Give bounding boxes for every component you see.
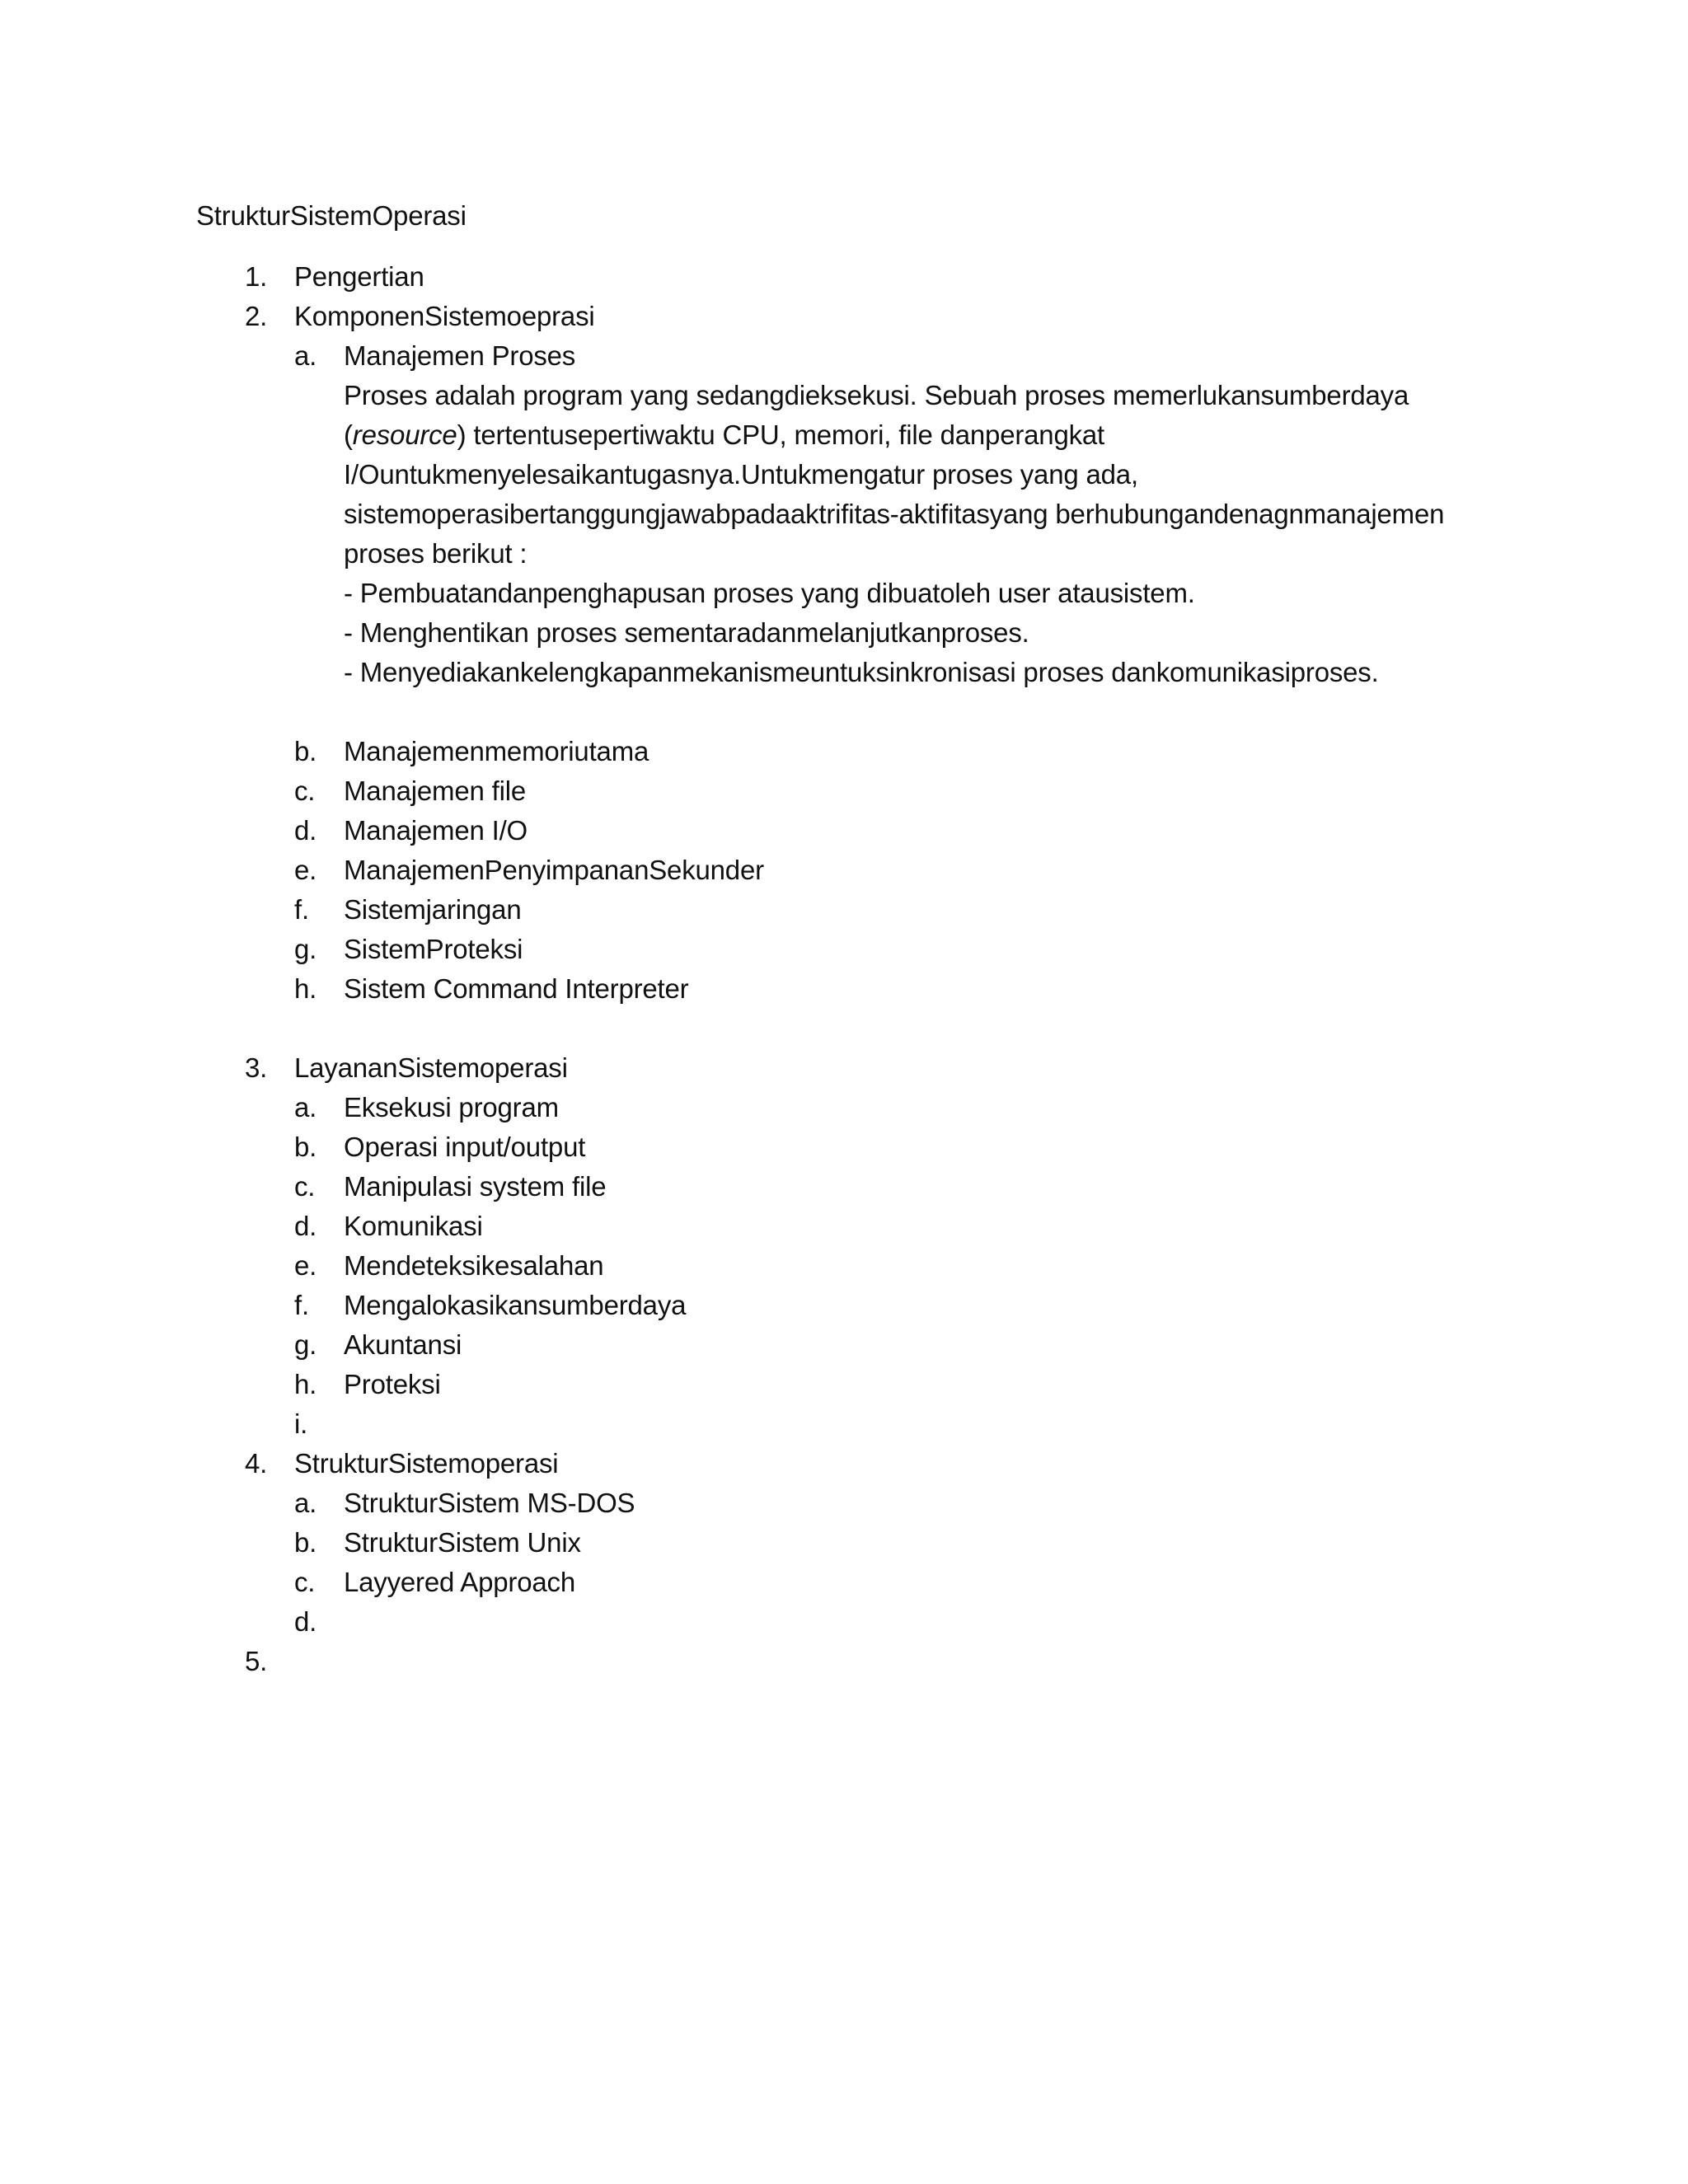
paragraph-text: ( [344, 419, 353, 450]
paragraph-line: I/Ountukmenyelesaikantugasnya.Untukmengatur proses yang ada, [344, 459, 1138, 490]
list-marker: h. [294, 973, 317, 1004]
list-item [294, 1404, 1498, 1444]
list-item-label: Manajemenmemoriutama [344, 736, 649, 766]
list-item [294, 1602, 1498, 1642]
list-marker: c. [294, 1171, 316, 1202]
subsection-label: Manajemen Proses [344, 340, 576, 371]
list-item [294, 890, 1498, 930]
paragraph-line: sistemoperasibertanggungjawabpadaaktrifitas-aktifitasyang berhubungandenagnmanajemen [344, 499, 1445, 529]
list-item-label: Sistem Command Interpreter [344, 973, 689, 1004]
list-marker: 4. [245, 1448, 268, 1479]
list-item [294, 1365, 1498, 1404]
list-marker: a. [294, 1092, 317, 1122]
list-item [294, 1167, 1498, 1207]
list-marker: i. [294, 1408, 308, 1439]
subsection-manajemen-proses [294, 336, 1498, 732]
list-marker: a. [294, 1488, 317, 1518]
document-body [196, 196, 1498, 1681]
list-marker: f. [294, 1290, 309, 1320]
dash-bullet: - Menyediakankelengkapanmekanismeuntuksinkronisasi proses dankomunikasiproses. [344, 657, 1379, 687]
list-marker: c. [294, 1567, 316, 1597]
list-marker: 3. [245, 1052, 268, 1083]
list-item [294, 1325, 1498, 1365]
list-item-label: Eksekusi program [344, 1092, 559, 1122]
list-marker: e. [294, 855, 317, 885]
list-marker: a. [294, 340, 317, 371]
list-item [294, 1246, 1498, 1286]
list-item [294, 969, 1498, 1009]
list-item-label: StrukturSistem Unix [344, 1527, 581, 1558]
section-label: Pengertian [294, 261, 424, 292]
list-marker: 2. [245, 301, 268, 331]
list-item-label: SistemProteksi [344, 934, 523, 964]
list-marker: b. [294, 1132, 317, 1162]
paragraph-line: Proses adalah program yang sedangdieksekusi. Sebuah proses memerlukansumberdaya [344, 380, 1409, 410]
list-marker: 5. [245, 1646, 268, 1676]
list-item [294, 1127, 1498, 1167]
list-item [294, 1286, 1498, 1325]
list-item [294, 1483, 1498, 1523]
section-label: LayananSistemoperasi [294, 1052, 568, 1083]
section-komponen [196, 297, 1498, 1048]
paragraph-line: proses berikut : [344, 538, 528, 569]
list-item-label: Mendeteksikesalahan [344, 1250, 604, 1281]
list-item [294, 732, 1498, 771]
list-item-label: Manajemen file [344, 776, 526, 806]
list-marker: g. [294, 934, 317, 964]
list-item [294, 811, 1498, 851]
list-marker: d. [294, 815, 317, 846]
list-item [294, 771, 1498, 811]
document-title: StrukturSistemOperasi [196, 200, 467, 231]
list-item-label: Manipulasi system file [344, 1171, 607, 1202]
section-layanan [196, 1048, 1498, 1444]
list-marker: 1. [245, 261, 268, 292]
list-marker: d. [294, 1606, 317, 1637]
dash-bullet: - Pembuatandanpenghapusan proses yang dibuatoleh user atausistem. [344, 578, 1195, 608]
list-item-label: Manajemen I/O [344, 815, 528, 846]
list-item-label: Layyered Approach [344, 1567, 575, 1597]
paragraph-text: ) tertentusepertiwaktu CPU, memori, file danperangkat [457, 419, 1105, 450]
list-marker: h. [294, 1369, 317, 1399]
list-item-label: Operasi input/output [344, 1132, 586, 1162]
list-marker: b. [294, 1527, 317, 1558]
paragraph-proses [344, 376, 1514, 732]
list-item-label: StrukturSistem MS-DOS [344, 1488, 635, 1518]
list-item-label: Mengalokasikansumberdaya [344, 1290, 687, 1320]
list-marker: b. [294, 736, 317, 766]
list-item [294, 1523, 1498, 1563]
list-marker: g. [294, 1329, 317, 1360]
list-item [294, 930, 1498, 969]
list-item-label: ManajemenPenyimpananSekunder [344, 855, 764, 885]
section-pengertian [196, 257, 1498, 297]
list-item-label: Komunikasi [344, 1211, 483, 1241]
dash-bullet: - Menghentikan proses sementaradanmelanjutkanproses. [344, 617, 1029, 648]
list-item [294, 851, 1498, 890]
blank-line [294, 1009, 1498, 1048]
list-marker: c. [294, 776, 316, 806]
list-item [294, 1088, 1498, 1127]
section-label: KomponenSistemoeprasi [294, 301, 595, 331]
list-item [294, 1207, 1498, 1246]
list-item [294, 1563, 1498, 1602]
section-label: StrukturSistemoperasi [294, 1448, 559, 1479]
italic-term: resource [352, 419, 457, 450]
list-marker: f. [294, 894, 309, 925]
section-empty [196, 1642, 1498, 1681]
list-marker: d. [294, 1211, 317, 1241]
list-item-label: Sistemjaringan [344, 894, 522, 925]
list-marker: e. [294, 1250, 317, 1281]
blank-line [344, 692, 1514, 732]
paragraph-line [344, 415, 1514, 455]
list-item-label: Akuntansi [344, 1329, 462, 1360]
list-item-label: Proteksi [344, 1369, 441, 1399]
section-struktur [196, 1444, 1498, 1642]
